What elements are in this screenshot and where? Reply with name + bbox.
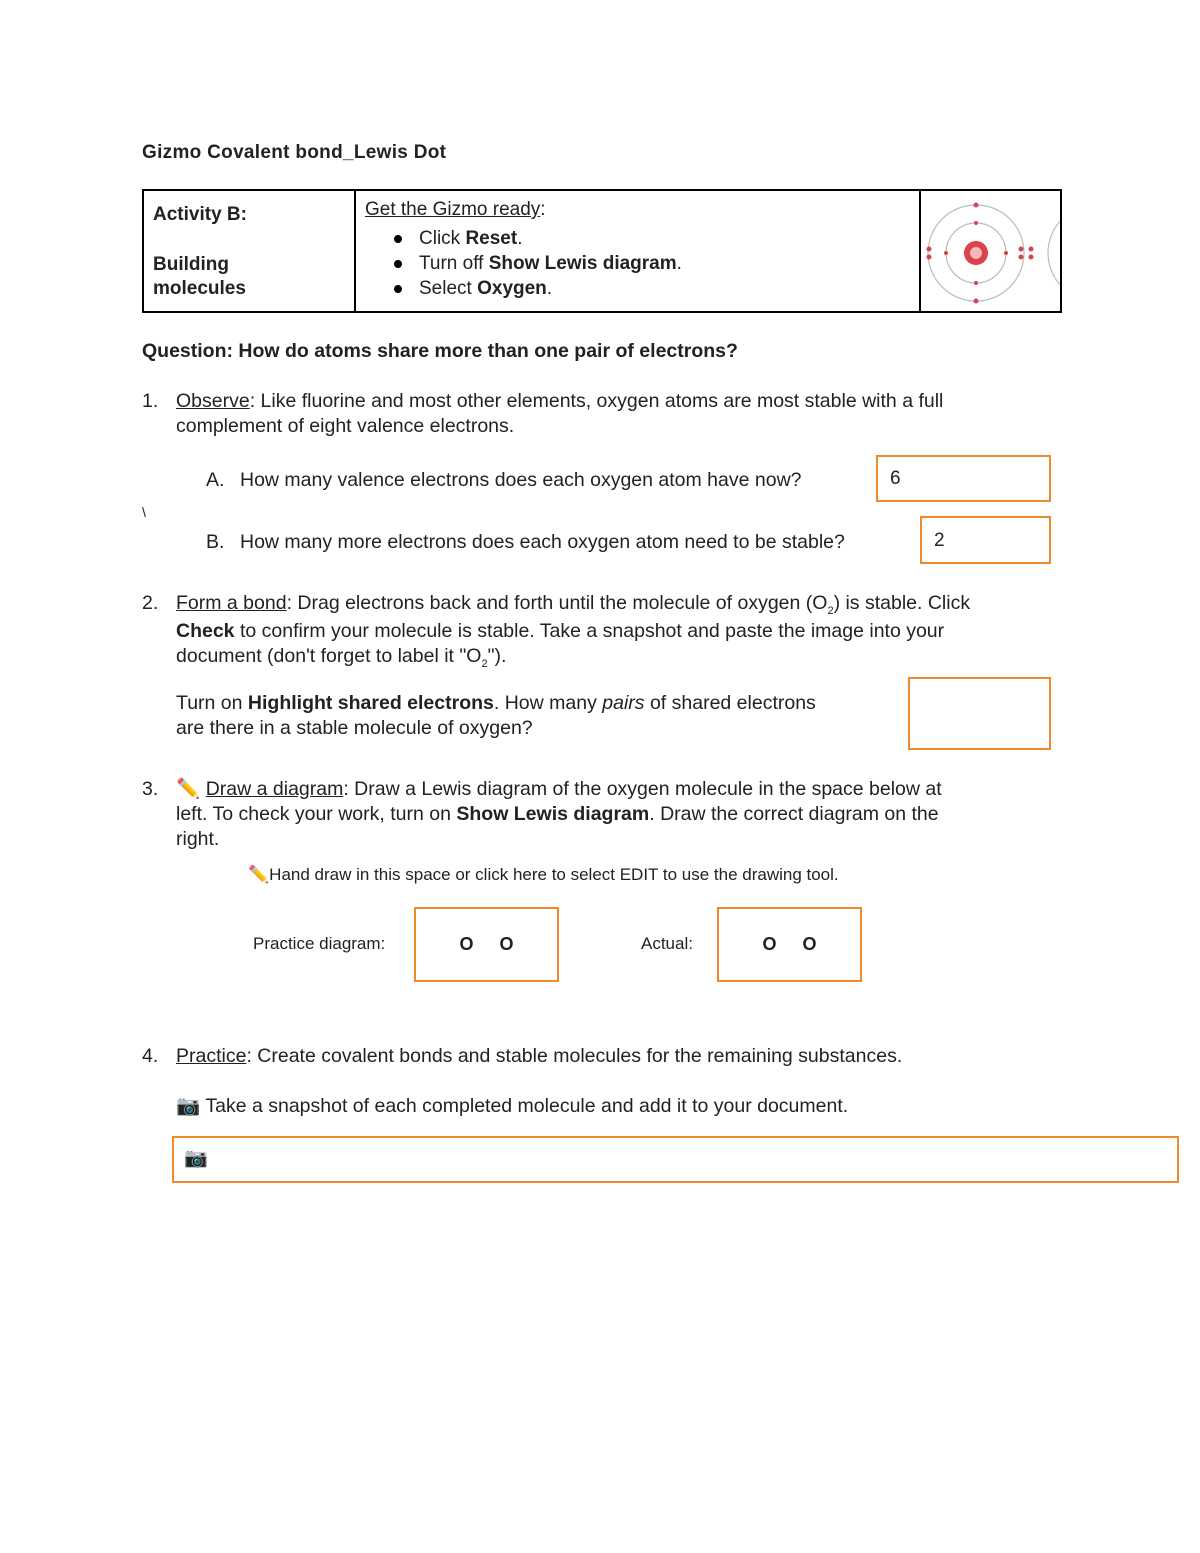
q2-line3-pre: document (don't forget to label it "O bbox=[176, 645, 482, 667]
pencil-icon: ✏️ bbox=[176, 778, 201, 800]
q2-line3-post: "). bbox=[487, 645, 507, 667]
activity-name-line1: Building bbox=[153, 254, 229, 275]
q3-line3: right. bbox=[176, 828, 220, 850]
q3-number: 3. bbox=[142, 778, 159, 800]
practice-diagram-box[interactable] bbox=[414, 907, 559, 982]
stray-mark: \ bbox=[142, 504, 146, 520]
q4-line1: : Create covalent bonds and stable molecules for the remaining substances. bbox=[246, 1045, 903, 1067]
q4-text bbox=[176, 1044, 1056, 1069]
actual-atom: O bbox=[762, 934, 777, 954]
q2-turn-on: Turn on bbox=[176, 692, 248, 714]
setup-cell bbox=[356, 191, 921, 311]
q1-line2: complement of eight valence electrons. bbox=[176, 415, 515, 437]
step-punct: . bbox=[546, 278, 553, 299]
actual-diagram-box[interactable] bbox=[717, 907, 862, 982]
q2-line1-post: ) is stable. Click bbox=[833, 592, 971, 614]
q3-line2-pre: left. To check your work, turn on bbox=[176, 803, 457, 825]
q1a-letter: A. bbox=[206, 469, 225, 491]
q2-number: 2. bbox=[142, 592, 159, 614]
q4-snapshot-instruction bbox=[176, 1094, 848, 1119]
activity-header-table bbox=[142, 189, 1062, 313]
q1a-text: How many valence electrons does each oxygen atom have now? bbox=[240, 469, 802, 491]
q1b-letter: B. bbox=[206, 531, 225, 553]
main-question: Question: How do atoms share more than one pair of electrons? bbox=[142, 340, 738, 362]
step-text: Select bbox=[419, 278, 478, 299]
q2-shared-question bbox=[176, 691, 896, 741]
q3-label: Draw a diagram bbox=[205, 778, 344, 800]
q2-label: Form a bond bbox=[176, 592, 287, 614]
q3-lewis-bold: Show Lewis diagram bbox=[456, 803, 650, 825]
q2-text bbox=[176, 591, 1066, 672]
actual-atom: O bbox=[802, 934, 817, 954]
q4-number: 4. bbox=[142, 1045, 159, 1067]
setup-step bbox=[385, 276, 910, 301]
q4-label: Practice bbox=[176, 1045, 247, 1067]
document-title: Gizmo Covalent bond_Lewis Dot bbox=[142, 142, 447, 163]
q1-text bbox=[176, 389, 1056, 439]
pencil-icon: ✏️ bbox=[248, 865, 270, 884]
q2-subscript: 2 bbox=[827, 605, 834, 617]
camera-icon: 📷 bbox=[184, 1148, 208, 1169]
actual-label: Actual: bbox=[641, 934, 693, 953]
activity-name-line2: molecules bbox=[153, 278, 246, 299]
q2-check-bold: Check bbox=[176, 620, 235, 642]
q1b-text: How many more electrons does each oxygen atom need to be stable? bbox=[240, 531, 845, 553]
q3-text bbox=[176, 777, 1056, 852]
step-bold: Reset bbox=[465, 228, 518, 249]
q1-line1: : Like fluorine and most other elements, oxygen atoms are most stable with a full bbox=[249, 390, 944, 412]
setup-heading: Get the Gizmo ready bbox=[365, 199, 541, 220]
camera-icon: 📷 bbox=[176, 1095, 201, 1117]
q3-line2-post: . Draw the correct diagram on the bbox=[649, 803, 939, 825]
step-bold: Show Lewis diagram bbox=[488, 253, 677, 274]
q1a-answer-field[interactable]: 6 bbox=[876, 455, 1051, 502]
q2-highlight-bold: Highlight shared electrons bbox=[247, 692, 494, 714]
step-punct: . bbox=[676, 253, 682, 274]
q3-line1: : Draw a Lewis diagram of the oxygen molecule in the space below at bbox=[343, 778, 942, 800]
gizmo-thumbnail bbox=[921, 191, 1060, 311]
activity-label: Activity B: bbox=[153, 204, 247, 225]
q1-label: Observe bbox=[176, 390, 250, 412]
q2-line1-pre: : Drag electrons back and forth until the molecule of oxygen (O bbox=[286, 592, 828, 614]
step-punct: . bbox=[517, 228, 523, 249]
q2-turn-on-mid: . How many bbox=[493, 692, 603, 714]
q2-subscript-2: 2 bbox=[481, 658, 488, 670]
q4-snapshot-text: Take a snapshot of each completed molecule and add it to your document. bbox=[205, 1095, 849, 1117]
q2-line2: to confirm your molecule is stable. Take a snapshot and paste the image into your bbox=[234, 620, 945, 642]
drawing-hint[interactable] bbox=[248, 865, 839, 885]
practice-atom: O bbox=[459, 934, 474, 954]
step-text: Turn off bbox=[419, 253, 489, 274]
setup-step bbox=[385, 226, 910, 251]
setup-steps bbox=[365, 226, 910, 301]
drawing-hint-text: Hand draw in this space or click here to select EDIT to use the drawing tool. bbox=[269, 865, 839, 884]
q2-turn-on-line2: are there in a stable molecule of oxygen? bbox=[176, 717, 533, 739]
q2-turn-on-post: of shared electrons bbox=[644, 692, 816, 714]
q2-answer-field[interactable] bbox=[908, 677, 1051, 750]
step-text: Click bbox=[419, 228, 466, 249]
step-bold: Oxygen bbox=[477, 278, 547, 299]
q1b-answer-field[interactable]: 2 bbox=[920, 516, 1051, 564]
q1-number: 1. bbox=[142, 390, 159, 412]
setup-step bbox=[385, 251, 910, 276]
practice-atom: O bbox=[499, 934, 514, 954]
practice-label: Practice diagram: bbox=[253, 934, 386, 953]
snapshot-box[interactable] bbox=[172, 1136, 1179, 1183]
activity-cell bbox=[144, 191, 356, 311]
setup-heading-colon: : bbox=[540, 199, 546, 220]
q2-pairs-italic: pairs bbox=[602, 692, 645, 714]
atom-diagram-icon bbox=[921, 191, 1060, 311]
